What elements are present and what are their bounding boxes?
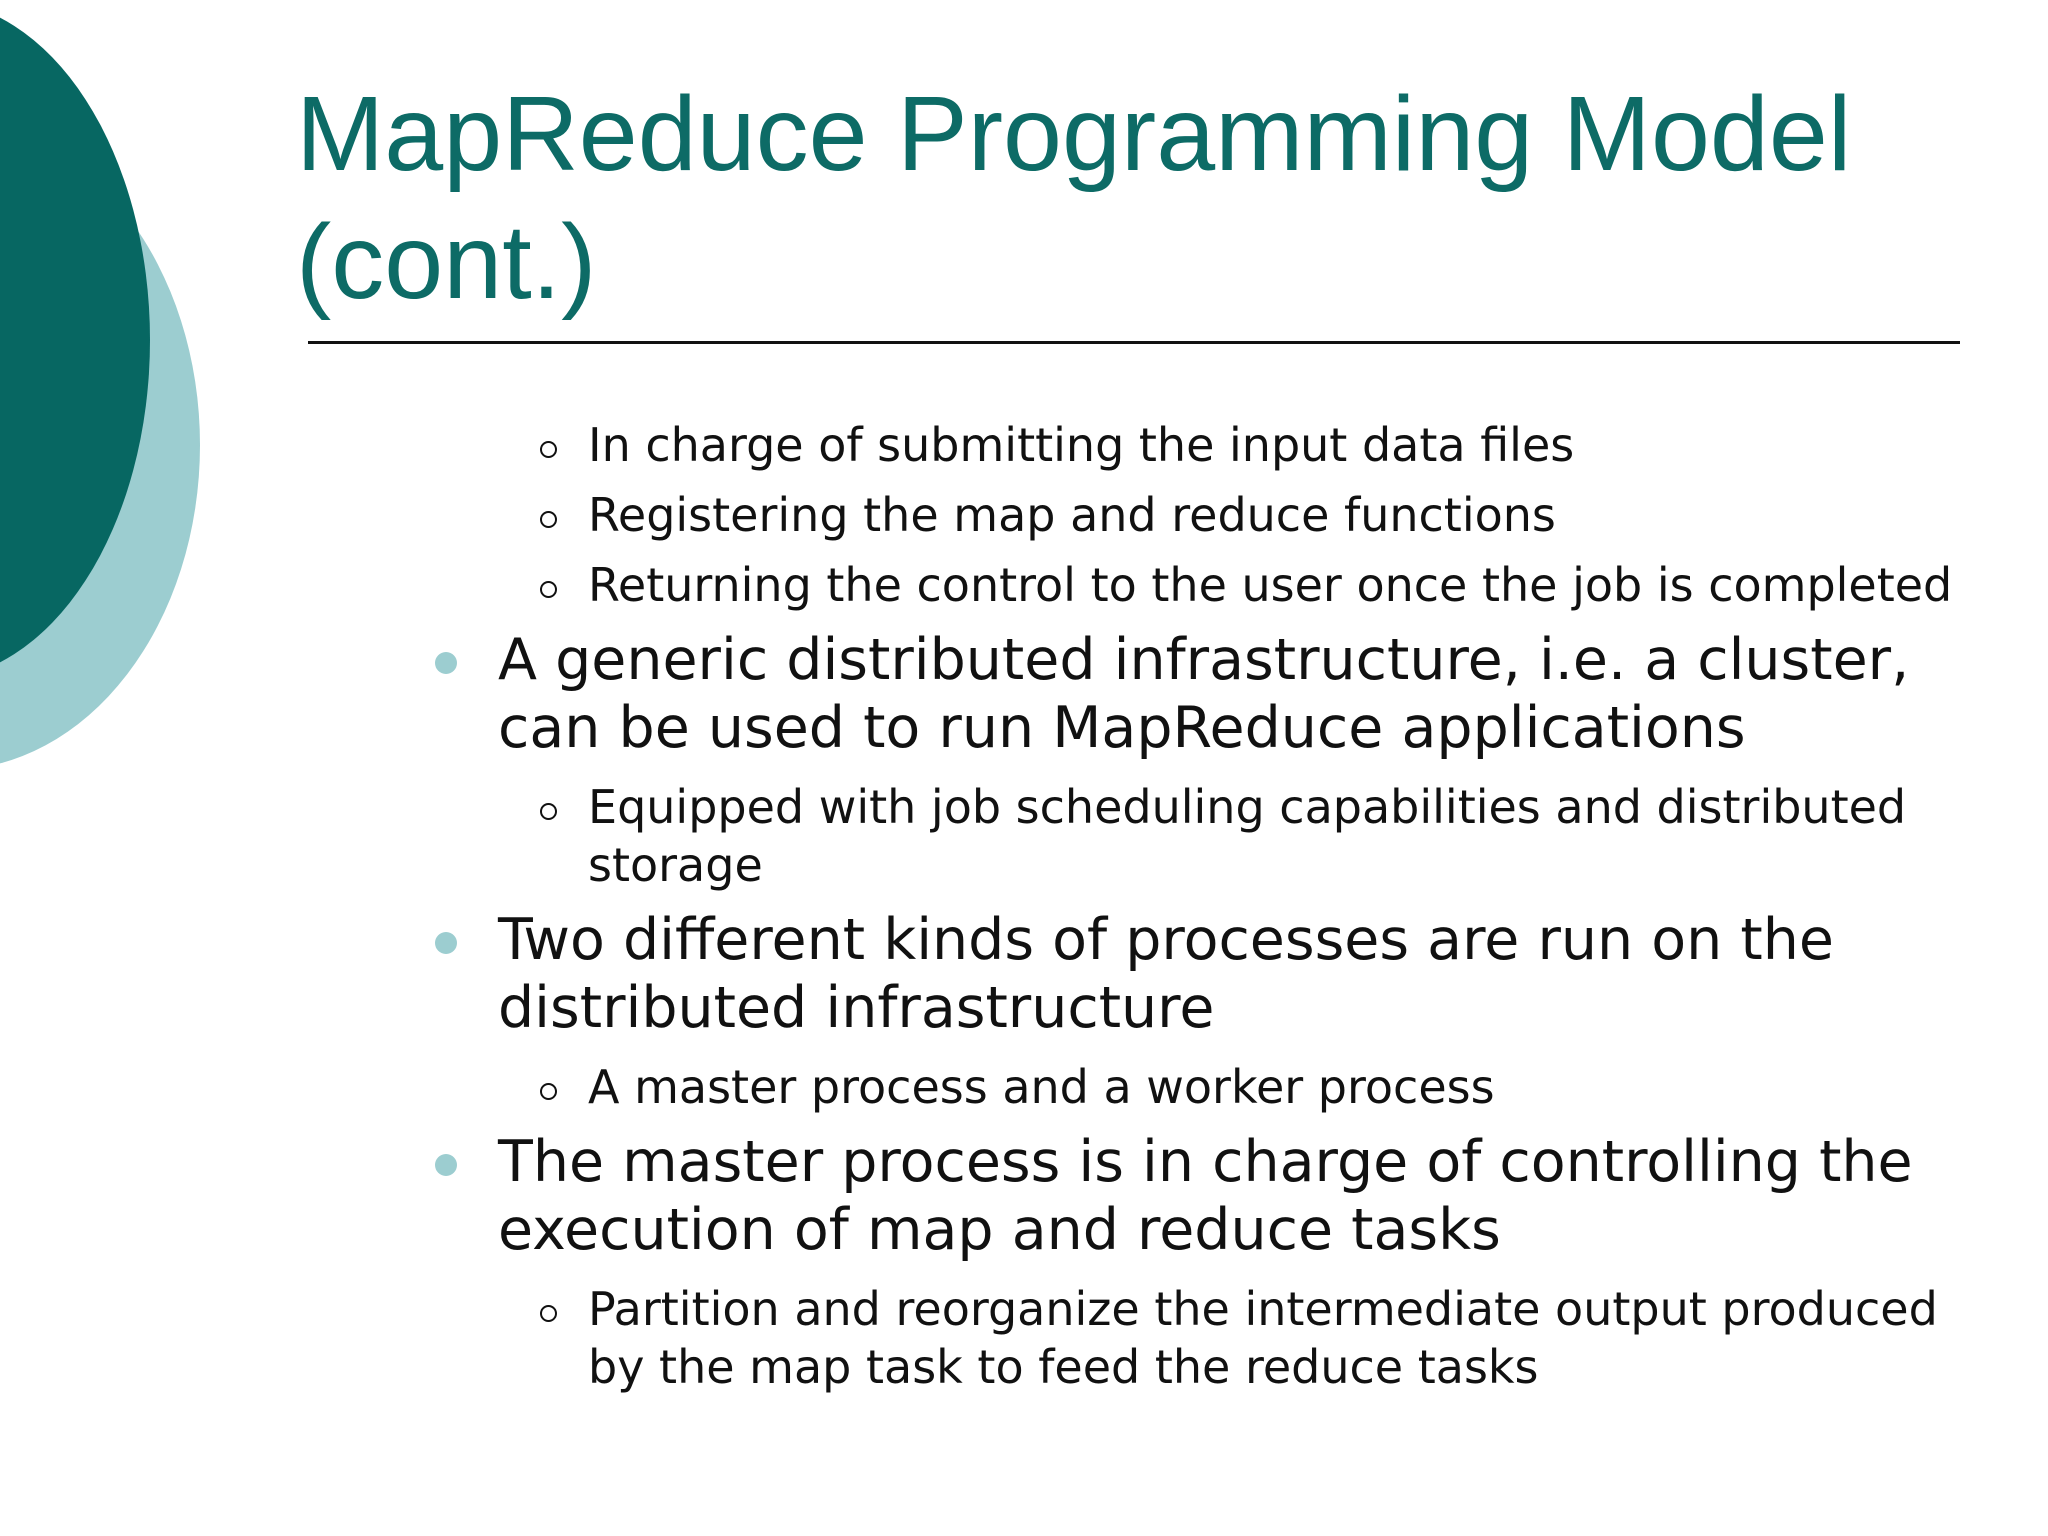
hollow-bullet-icon	[540, 511, 557, 528]
bullet-text: Returning the control to the user once the job is completed	[588, 558, 1953, 612]
hollow-bullet-icon	[540, 581, 557, 598]
sub-bullet-item	[588, 416, 1988, 474]
bullet-text: Partition and reorganize the intermediate output produced by the map task to feed the reduce tasks	[588, 1282, 1938, 1394]
bullet-text: In charge of submitting the input data files	[588, 418, 1575, 472]
bullet-text: Equipped with job scheduling capabilities and distributed storage	[588, 780, 1907, 892]
bullet-text: Registering the map and reduce functions	[588, 488, 1556, 542]
filled-bullet-icon	[435, 932, 457, 954]
sub-bullet-item	[588, 556, 1988, 614]
hollow-bullet-icon	[540, 1083, 557, 1100]
main-bullet-item	[498, 1128, 1998, 1264]
slide-title: MapReduce Programming Model (cont.)	[296, 75, 1852, 321]
sub-bullet-item	[588, 1058, 1988, 1116]
hollow-bullet-icon	[540, 441, 557, 458]
hollow-bullet-icon	[540, 1305, 557, 1322]
title-divider	[308, 341, 1960, 344]
bullet-text: The master process is in charge of controlling the execution of map and reduce tasks	[498, 1129, 1913, 1263]
bullet-list	[0, 416, 2048, 1408]
sub-bullet-item	[588, 778, 1988, 894]
bullet-text: A master process and a worker process	[588, 1060, 1495, 1114]
bullet-text: A generic distributed infrastructure, i.e. a cluster, can be used to run MapReduce applications	[498, 627, 1910, 761]
hollow-bullet-icon	[540, 803, 557, 820]
main-bullet-item	[498, 626, 1998, 762]
sub-bullet-item	[588, 1280, 1988, 1396]
filled-bullet-icon	[435, 652, 457, 674]
bullet-text: Two different kinds of processes are run on the distributed infrastructure	[498, 907, 1834, 1041]
filled-bullet-icon	[435, 1154, 457, 1176]
main-bullet-item	[498, 906, 1998, 1042]
sub-bullet-item	[588, 486, 1988, 544]
